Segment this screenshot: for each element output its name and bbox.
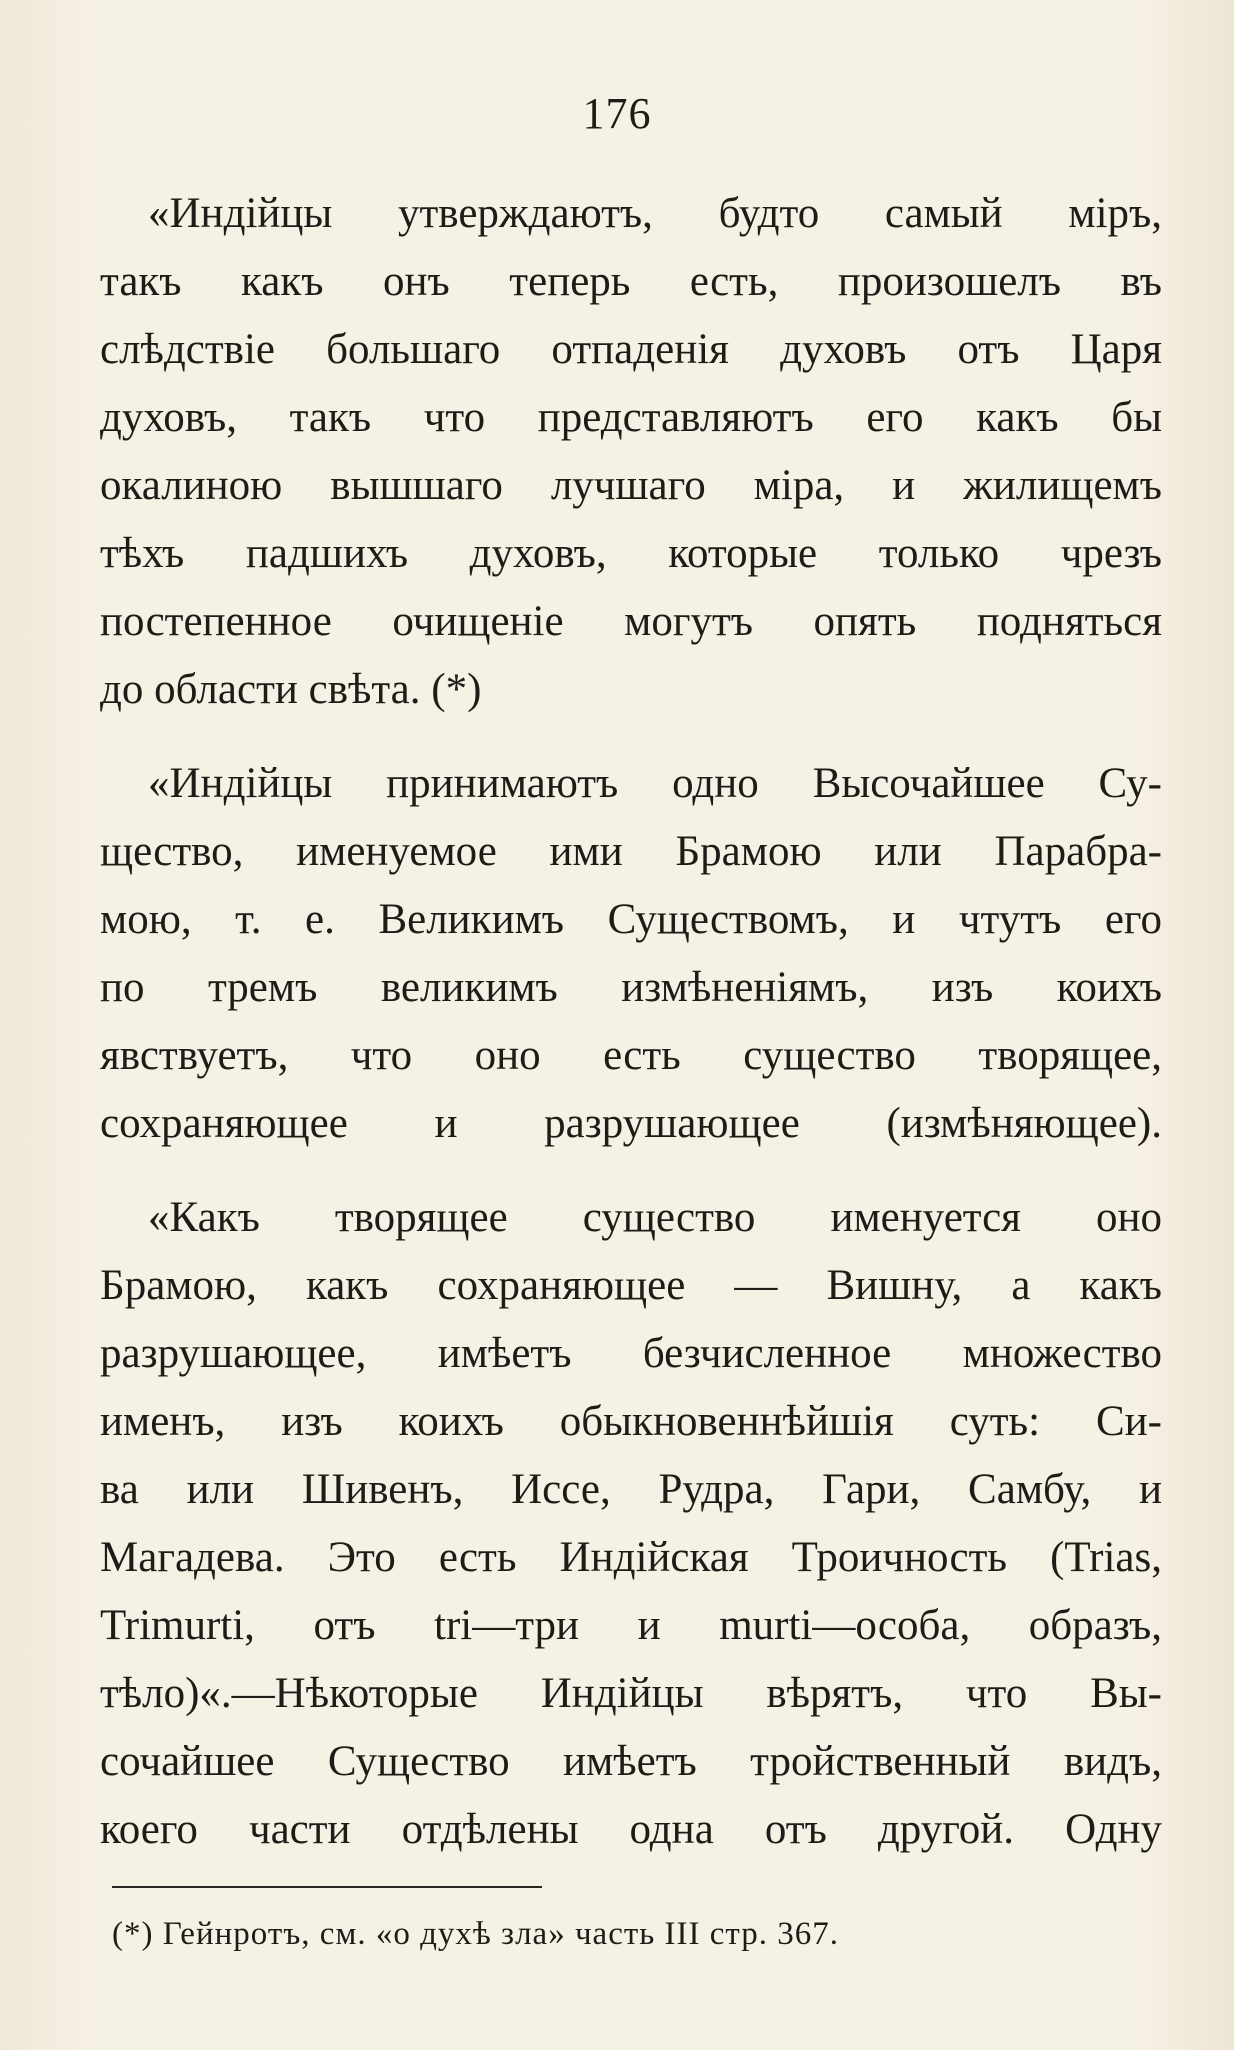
text-line: постепенное очищеніе могутъ опять подняться	[100, 598, 1162, 645]
text-line: именъ, изъ коихъ обыкновеннѣйшія суть: Си-	[100, 1398, 1162, 1445]
footnote-divider	[112, 1886, 542, 1888]
text-line: ва или Шивенъ, Иссе, Рудра, Гари, Самбу, и	[100, 1466, 1162, 1513]
paragraph-1	[100, 180, 1162, 724]
page-number: 176	[582, 89, 652, 138]
text-line: окалиною вышшаго лучшаго міра, и жилищемъ	[100, 462, 1162, 509]
text-line: до области свѣта. (*)	[100, 666, 482, 713]
text-line: «Индійцы утверждаютъ, будто самый міръ,	[148, 190, 1162, 237]
text-line: тѣхъ падшихъ духовъ, которые только чрезъ	[100, 530, 1162, 577]
text-line: явствуетъ, что оно есть существо творящее,	[100, 1032, 1162, 1079]
paragraph-2	[100, 750, 1162, 1158]
text-line: «Индійцы принимаютъ одно Высочайшее Су-	[148, 760, 1162, 807]
text-line: слѣдствіе большаго отпаденія духовъ отъ Царя	[100, 326, 1162, 373]
body-text	[100, 180, 1162, 1864]
text-line: «Какъ творящее существо именуется оно	[148, 1194, 1162, 1241]
text-line: Брамою, какъ сохраняющее — Вишну, а какъ	[100, 1262, 1162, 1309]
text-line: сочайшее Существо имѣетъ тройственный видъ,	[100, 1738, 1162, 1785]
text-line: Trimurti, отъ tri—три и murti—особа, образъ,	[100, 1602, 1162, 1649]
text-line: сохраняющее и разрушающее (измѣняющее).	[100, 1100, 1162, 1147]
text-line: такъ какъ онъ теперь есть, произошелъ въ	[100, 258, 1162, 305]
text-line: коего части отдѣлены одна отъ другой. Одну	[100, 1806, 1162, 1853]
text-line: разрушающее, имѣетъ безчисленное множество	[100, 1330, 1162, 1377]
text-line: по тремъ великимъ измѣненіямъ, изъ коихъ	[100, 964, 1162, 1011]
footnote: (*) Гейнротъ, см. «о духѣ зла» часть III стр. 367.	[112, 1916, 839, 1952]
paragraph-3	[100, 1184, 1162, 1864]
text-line: щество, именуемое ими Брамою или Парабра-	[100, 828, 1162, 875]
text-line: духовъ, такъ что представляютъ его какъ бы	[100, 394, 1162, 441]
text-line: Магадева. Это есть Индійская Троичность (Trias,	[100, 1534, 1162, 1581]
text-line: тѣло)«.—Нѣкоторые Индійцы вѣрятъ, что Вы-	[100, 1670, 1162, 1717]
text-line: мою, т. е. Великимъ Существомъ, и чтутъ его	[100, 896, 1162, 943]
